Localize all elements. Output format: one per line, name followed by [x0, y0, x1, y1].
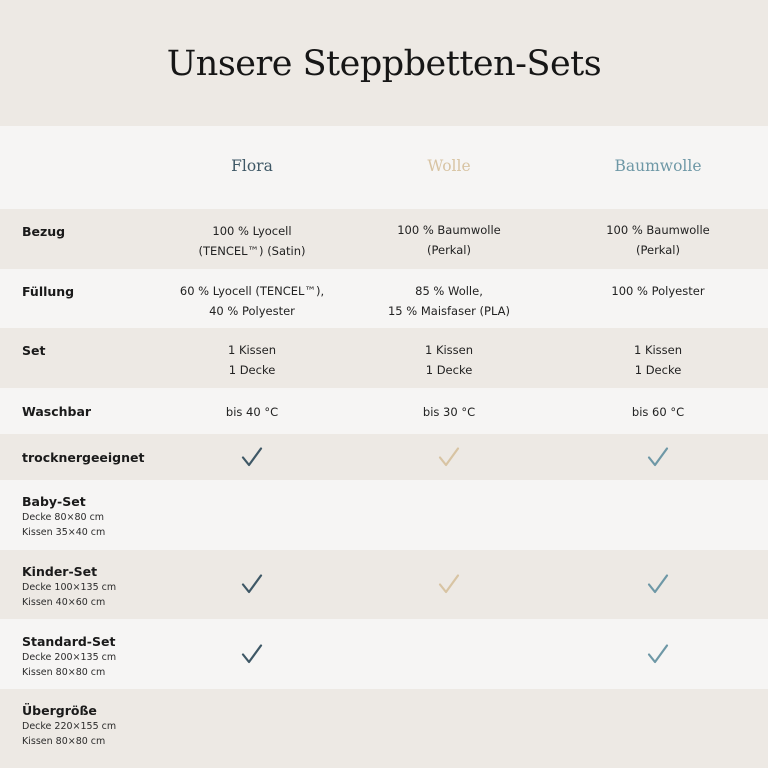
cell-set-wolle: 1 Kissen 1 Decke	[424, 343, 474, 377]
column-wolle: Wolle	[427, 157, 471, 175]
cell-bezug-baumwolle: 100 % Baumwolle (Perkal)	[606, 223, 710, 257]
baby-set-kissen-size: Kissen 35×40 cm	[22, 527, 106, 538]
standard-set-kissen-size: Kissen 80×80 cm	[22, 667, 106, 678]
cell-bezug-wolle: 100 % Baumwolle (Perkal)	[397, 223, 501, 257]
check-icon	[646, 572, 670, 596]
row-label-trockner: trocknergeeignet	[22, 450, 145, 465]
check-icon	[646, 642, 670, 666]
check-icon	[240, 572, 264, 596]
check-icon	[240, 642, 264, 666]
standard-set-decke-size: Decke 200×135 cm	[22, 652, 117, 663]
cell-fuellung-baumwolle: 100 % Polyester	[611, 284, 705, 298]
row-label-uebergroesse: Übergröße	[22, 703, 97, 718]
cell-set-baumwolle: 1 Kissen 1 Decke	[633, 343, 683, 377]
kinder-set-decke-size: Decke 100×135 cm	[22, 582, 117, 593]
uebergroesse-decke-size: Decke 220×155 cm	[22, 721, 117, 732]
kinder-set-kissen-size: Kissen 40×60 cm	[22, 597, 106, 608]
row-label-standard-set: Standard-Set	[22, 634, 116, 649]
check-icon	[646, 445, 670, 469]
cell-waschbar-flora: bis 40 °C	[225, 405, 279, 419]
check-icon	[437, 572, 461, 596]
check-icon	[240, 445, 264, 469]
row-label-bezug: Bezug	[22, 224, 66, 239]
row-baby-set	[0, 480, 768, 550]
baby-set-decke-size: Decke 80×80 cm	[22, 512, 105, 523]
cell-set-flora: 1 Kissen 1 Decke	[227, 343, 277, 377]
cell-waschbar-wolle: bis 30 °C	[422, 405, 476, 419]
row-label-fuellung: Füllung	[22, 284, 75, 299]
row-label-waschbar: Waschbar	[22, 404, 92, 419]
check-icon	[437, 445, 461, 469]
uebergroesse-kissen-size: Kissen 80×80 cm	[22, 736, 106, 747]
row-label-set: Set	[22, 343, 46, 358]
cell-bezug-flora: 100 % Lyocell (TENCEL™) (Satin)	[198, 224, 306, 258]
column-baumwolle: Baumwolle	[614, 157, 702, 175]
page-title: Unsere Steppbetten-Sets	[166, 44, 602, 84]
cell-fuellung-flora: 60 % Lyocell (TENCEL™), 40 % Polyester	[179, 284, 325, 318]
column-flora: Flora	[231, 157, 273, 175]
row-label-kinder-set: Kinder-Set	[22, 564, 98, 579]
cell-waschbar-baumwolle: bis 60 °C	[631, 405, 685, 419]
row-label-baby-set: Baby-Set	[22, 494, 86, 509]
cell-fuellung-wolle: 85 % Wolle, 15 % Maisfaser (PLA)	[387, 284, 511, 318]
